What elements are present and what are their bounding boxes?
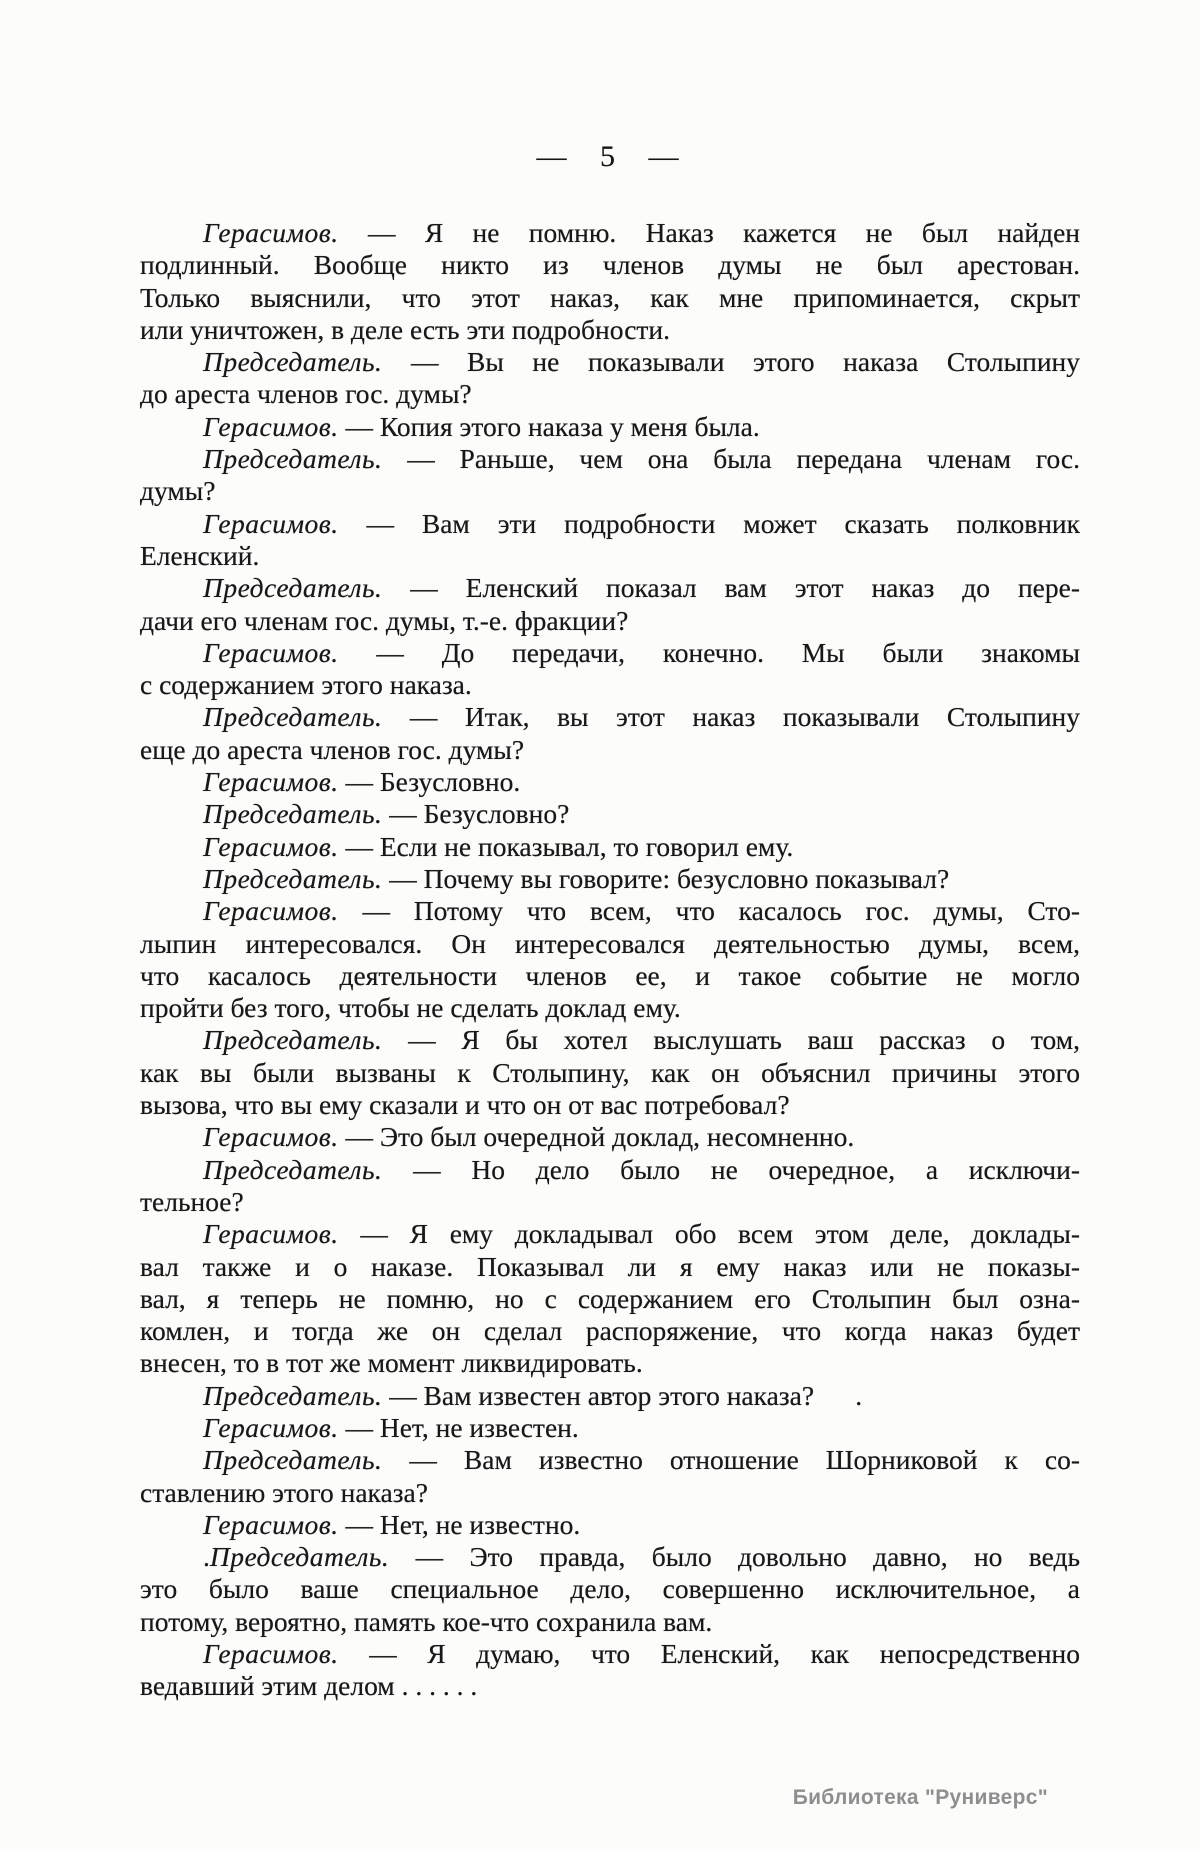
text-line: .Председатель. — Это правда, было довольно давно, но ведь [203, 1541, 1080, 1573]
text-line: Герасимов. — Нет, не известно. [203, 1508, 581, 1540]
speaker-name: Герасимов. [203, 1121, 339, 1153]
text-line: Герасимов. — До передачи, конечно. Мы были знакомы [203, 636, 1081, 668]
text-line: думы? [140, 475, 216, 507]
paragraph [140, 508, 1080, 573]
speaker-name: Герасимов. [203, 410, 339, 442]
speaker-name: Председатель. [203, 346, 383, 378]
text-line: вал, я теперь не помню, но с содержанием его Столыпин был озна- [140, 1282, 1080, 1314]
speaker-name: Герасимов. [203, 1411, 339, 1443]
text-line: Председатель. — Почему вы говорите: безусловно показывал? [203, 862, 950, 894]
text-line: до ареста членов гос. думы? [140, 378, 472, 410]
paragraph [140, 1154, 1080, 1219]
text-line: Председатель. — Раньше, чем она была передана членам гос. [203, 443, 1081, 475]
speaker-name: Председатель. [203, 862, 383, 894]
paragraph [140, 1024, 1080, 1121]
paragraph [140, 1509, 1080, 1541]
paragraph [140, 217, 1080, 346]
body-text [140, 217, 1080, 1703]
text-line: Герасимов. — Я ему докладывал обо всем этом деле, доклады- [203, 1218, 1081, 1250]
speaker-name: Председатель. [203, 572, 383, 604]
page-number: — 5 — [536, 140, 680, 173]
text-line: внесен, то в тот же момент ликвидировать. [140, 1347, 643, 1379]
text-line: Председатель. — Но дело было не очередное, а исключи- [203, 1153, 1081, 1185]
text-line: как вы были вызваны к Столыпину, как он объяснил причины этого [140, 1056, 1080, 1088]
speaker-name: Председатель. [203, 1379, 383, 1411]
text-line: Председатель. — Вы не показывали этого наказа Столыпину [203, 346, 1080, 378]
paragraph [140, 346, 1080, 411]
text-line: Герасимов. — Потому что всем, что касалось гос. думы, Сто- [203, 895, 1080, 927]
text-line: ведавший этим делом . . . . . . [140, 1670, 478, 1702]
text-line: подлинный. Вообще никто из членов думы не был арестован. [140, 249, 1080, 281]
speaker-name: Председатель. [203, 1024, 383, 1056]
paragraph [140, 831, 1080, 863]
speaker-name: Председатель. [203, 443, 383, 475]
text-line: Герасимов. — Вам эти подробности может сказать полковник [203, 507, 1080, 539]
paragraph [140, 637, 1080, 702]
text-line: или уничтожен, в деле есть эти подробности. [140, 313, 671, 345]
text-line: это было ваше специальное дело, совершенно исключительное, а [140, 1573, 1080, 1605]
watermark: Библиотека "Руниверс" [792, 1786, 1048, 1809]
speaker-name: Председатель. [203, 798, 383, 830]
speaker-name: Председатель. [209, 1541, 390, 1573]
paragraph [140, 1412, 1080, 1444]
speaker-name: Герасимов. [203, 830, 339, 862]
paragraph [140, 895, 1080, 1024]
paragraph [140, 443, 1080, 508]
text-line: Герасимов. — Если не показывал, то говорил ему. [203, 830, 794, 862]
paragraph [140, 572, 1080, 637]
text-line: Председатель. — Вам известно отношение Шорниковой к со- [203, 1444, 1080, 1476]
paragraph [140, 1218, 1080, 1379]
text-line: Председатель. — Еленский показал вам этот наказ до пере- [203, 572, 1080, 604]
paragraph [140, 766, 1080, 798]
text-line: Председатель. — Итак, вы этот наказ показывали Столыпину [203, 701, 1080, 733]
text-line: Только выяснили, что этот наказ, как мне припоминается, скрыт [140, 281, 1080, 313]
speaker-name: Герасимов. [203, 1508, 339, 1540]
paragraph [140, 863, 1080, 895]
text-line: Председатель. — Я бы хотел выслушать ваш рассказ о том, [203, 1024, 1081, 1056]
text-line: лыпин интересовался. Он интересовался деятельностью думы, всем, [140, 927, 1080, 959]
speaker-name: Герасимов. [203, 766, 339, 798]
paragraph [140, 701, 1080, 766]
paragraph [140, 411, 1080, 443]
text-line: вал также и о наказе. Показывал ли я ему наказ или не показы- [140, 1250, 1080, 1282]
text-line: дачи его членам гос. думы, т.-е. фракции? [140, 604, 629, 636]
paragraph [140, 1444, 1080, 1509]
text-line: комлен, и тогда же он сделал распоряжение, что когда наказ будет [140, 1315, 1080, 1347]
paragraph [140, 1121, 1080, 1153]
speaker-name: Председатель. [203, 1444, 383, 1476]
text-line: еще до ареста членов гос. думы? [140, 733, 525, 765]
text-line: Председатель. — Вам известен автор этого наказа? . [203, 1379, 863, 1411]
text-line: ставлению этого наказа? [140, 1476, 428, 1508]
text-line: Герасимов. — Безусловно. [203, 766, 521, 798]
speaker-name: Герасимов. [203, 507, 339, 539]
text-line: Герасимов. — Это был очередной доклад, несомненно. [203, 1121, 855, 1153]
text-line: Герасимов. — Нет, не известен. [203, 1411, 579, 1443]
text-line: пройти без того, чтобы не сделать доклад ему. [140, 992, 681, 1024]
speaker-name: Герасимов. [203, 1638, 339, 1670]
speaker-name: Герасимов. [203, 1218, 339, 1250]
text-line: вызова, что вы ему сказали и что он от вас потребовал? [140, 1089, 790, 1121]
text-line: Герасимов. — Я думаю, что Еленский, как непосредственно [203, 1638, 1081, 1670]
paragraph [140, 798, 1080, 830]
speaker-name: Герасимов. [203, 217, 339, 248]
speaker-name: Председатель. [203, 701, 383, 733]
text-line: Председатель. — Безусловно? [203, 798, 570, 830]
text-line: тельное? [140, 1185, 244, 1217]
text-line: Еленский. [140, 539, 260, 571]
paragraph [140, 1638, 1080, 1703]
paragraph [140, 1541, 1080, 1638]
text-line: что касалось деятельности членов ее, и такое событие не могло [140, 959, 1080, 991]
text-line: Герасимов. — Копия этого наказа у меня была. [203, 410, 760, 442]
text-line: Герасимов. — Я не помню. Наказ кажется не был найден [203, 217, 1080, 248]
paragraph [140, 1380, 1080, 1412]
speaker-name: Герасимов. [203, 636, 339, 668]
text-line: с содержанием этого наказа. [140, 669, 472, 701]
speaker-name: Герасимов. [203, 895, 339, 927]
speaker-name: Председатель. [203, 1153, 383, 1185]
text-line: потому, вероятно, память кое-что сохранила вам. [140, 1605, 713, 1637]
